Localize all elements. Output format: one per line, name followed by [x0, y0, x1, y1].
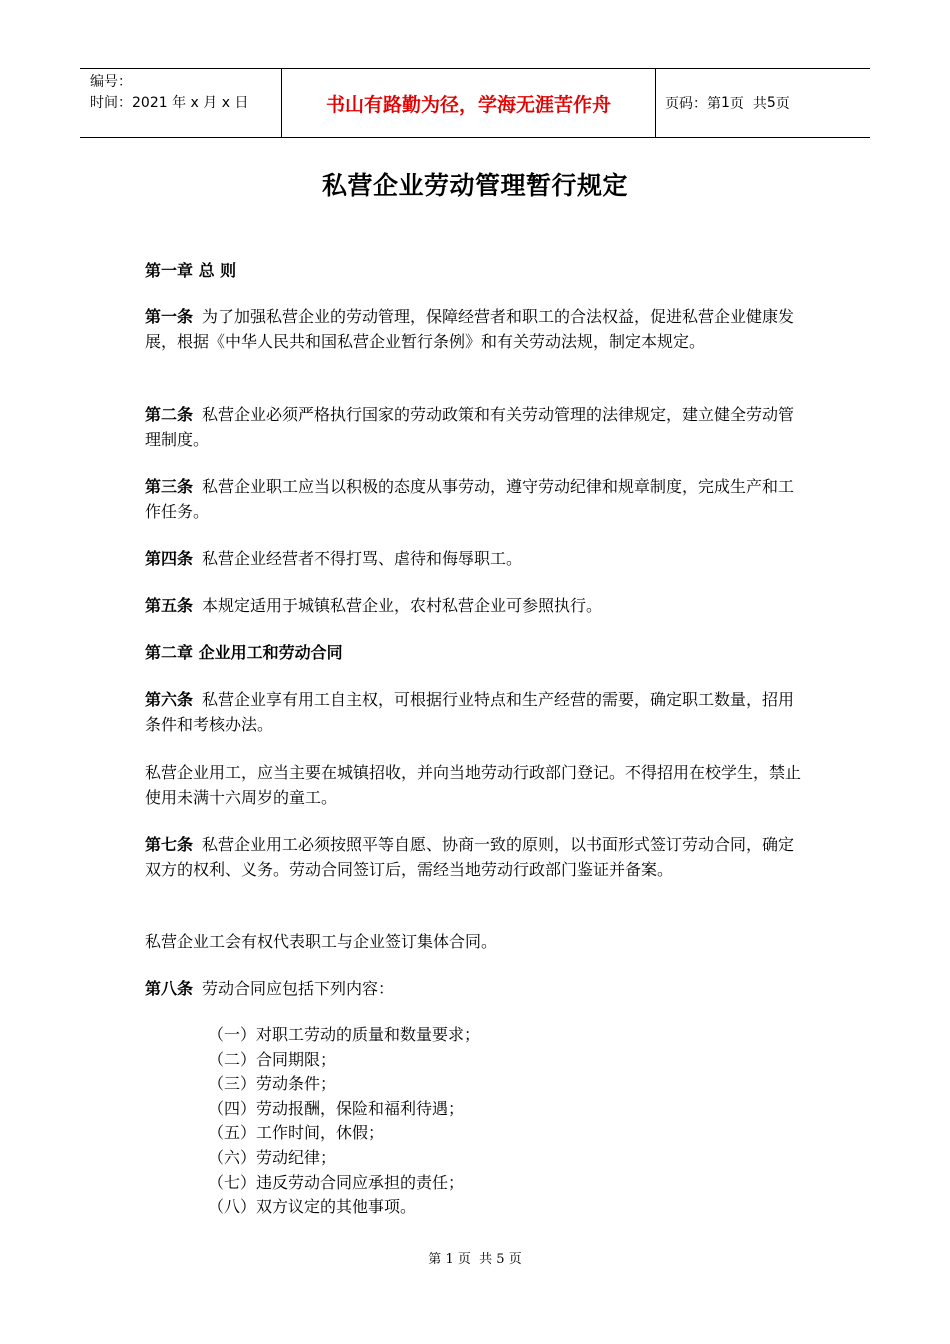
article-text: 私营企业享有用工自主权，可根据行业特点和生产经营的需要，确定职工数量，招用条件和考核办法。 [145, 690, 795, 734]
date-label: 时间：2021 年 x 月 x 日 [90, 95, 249, 111]
article-text: 为了加强私营企业的劳动管理，保障经营者和职工的合法权益，促进私营企业健康发展，根据《中华人民共和国私营企业暂行条例》和有关劳动法规，制定本规定。 [145, 307, 795, 351]
article-1 [145, 304, 810, 354]
header-motto: 书山有路勤为径，学海无涯苦作舟 [281, 69, 656, 137]
page-info-total: 5 [766, 95, 776, 111]
list-item: （七）违反劳动合同应承担的责任； [208, 1172, 465, 1192]
page-info-suffix: 页 [775, 96, 790, 112]
header-meta [80, 69, 281, 137]
article-8 [145, 976, 810, 1001]
page-footer [0, 1248, 950, 1267]
article-text: 劳动合同应包括下列内容： [202, 979, 395, 998]
list-item: （一）对职工劳动的质量和数量要求； [208, 1025, 481, 1044]
list-item: （八）双方议定的其他事项。 [208, 1197, 417, 1217]
footer-total-pages: 5 [496, 1252, 505, 1267]
list-item: （五）工作时间，休假； [208, 1123, 385, 1143]
article-text: 私营企业经营者不得打骂、虐待和侮辱职工。 [202, 549, 523, 568]
article-7 [145, 832, 810, 882]
article-text: 本规定适用于城镇私营企业，农村私营企业可参照执行。 [202, 596, 603, 615]
list-item: （三）劳动条件； [208, 1074, 337, 1094]
footer-current-page: 1 [445, 1252, 454, 1267]
article-5 [145, 593, 810, 618]
article-7-paragraph-2: 私营企业工会有权代表职工与企业签订集体合同。 [145, 932, 498, 951]
article-6-paragraph-2: 私营企业用工，应当主要在城镇招收，并向当地劳动行政部门登记。不得招用在校学生，禁止使用未满十六周岁的童工。 [145, 763, 802, 807]
article-8-item-list [208, 1023, 808, 1220]
list-item: （二）合同期限； [208, 1049, 337, 1069]
document-title: 私营企业劳动管理暂行规定 [321, 171, 628, 200]
footer-mid: 页 共 [457, 1252, 493, 1267]
list-item: （四）劳动报酬，保险和福利待遇； [208, 1098, 465, 1118]
chapter-heading-1: 第一章 总 则 [145, 261, 237, 280]
page-header [80, 68, 870, 138]
article-label: 第四条 [145, 549, 194, 568]
article-label: 第一条 [145, 307, 194, 326]
article-3 [145, 474, 810, 524]
article-label: 第八条 [145, 979, 194, 998]
article-text: 私营企业职工应当以积极的态度从事劳动，遵守劳动纪律和规章制度，完成生产和工作任务。 [145, 477, 795, 521]
article-2 [145, 402, 810, 452]
article-4 [145, 546, 810, 571]
article-6 [145, 687, 810, 737]
footer-prefix: 第 [428, 1252, 442, 1267]
article-text: 私营企业必须严格执行国家的劳动政策和有关劳动管理的法律规定，建立健全劳动管理制度。 [145, 405, 795, 449]
footer-suffix: 页 [508, 1252, 522, 1267]
article-label: 第七条 [145, 835, 194, 854]
page-info-prefix: 页码：第 [665, 96, 721, 112]
article-label: 第五条 [145, 596, 194, 615]
header-page-info [656, 69, 870, 137]
chapter-heading-2: 第二章 企业用工和劳动合同 [145, 643, 343, 662]
list-item: （六）劳动纪律； [208, 1147, 337, 1167]
article-label: 第二条 [145, 405, 194, 424]
article-text: 私营企业用工必须按照平等自愿、协商一致的原则，以书面形式签订劳动合同，确定双方的权利、义务。劳动合同签订后，需经当地劳动行政部门鉴证并备案。 [145, 835, 795, 879]
serial-number-label: 编号： [90, 74, 132, 90]
page-info-current: 1 [721, 95, 730, 111]
article-label: 第六条 [145, 690, 194, 709]
article-label: 第三条 [145, 477, 194, 496]
page-info-mid: 页 共 [729, 96, 767, 112]
